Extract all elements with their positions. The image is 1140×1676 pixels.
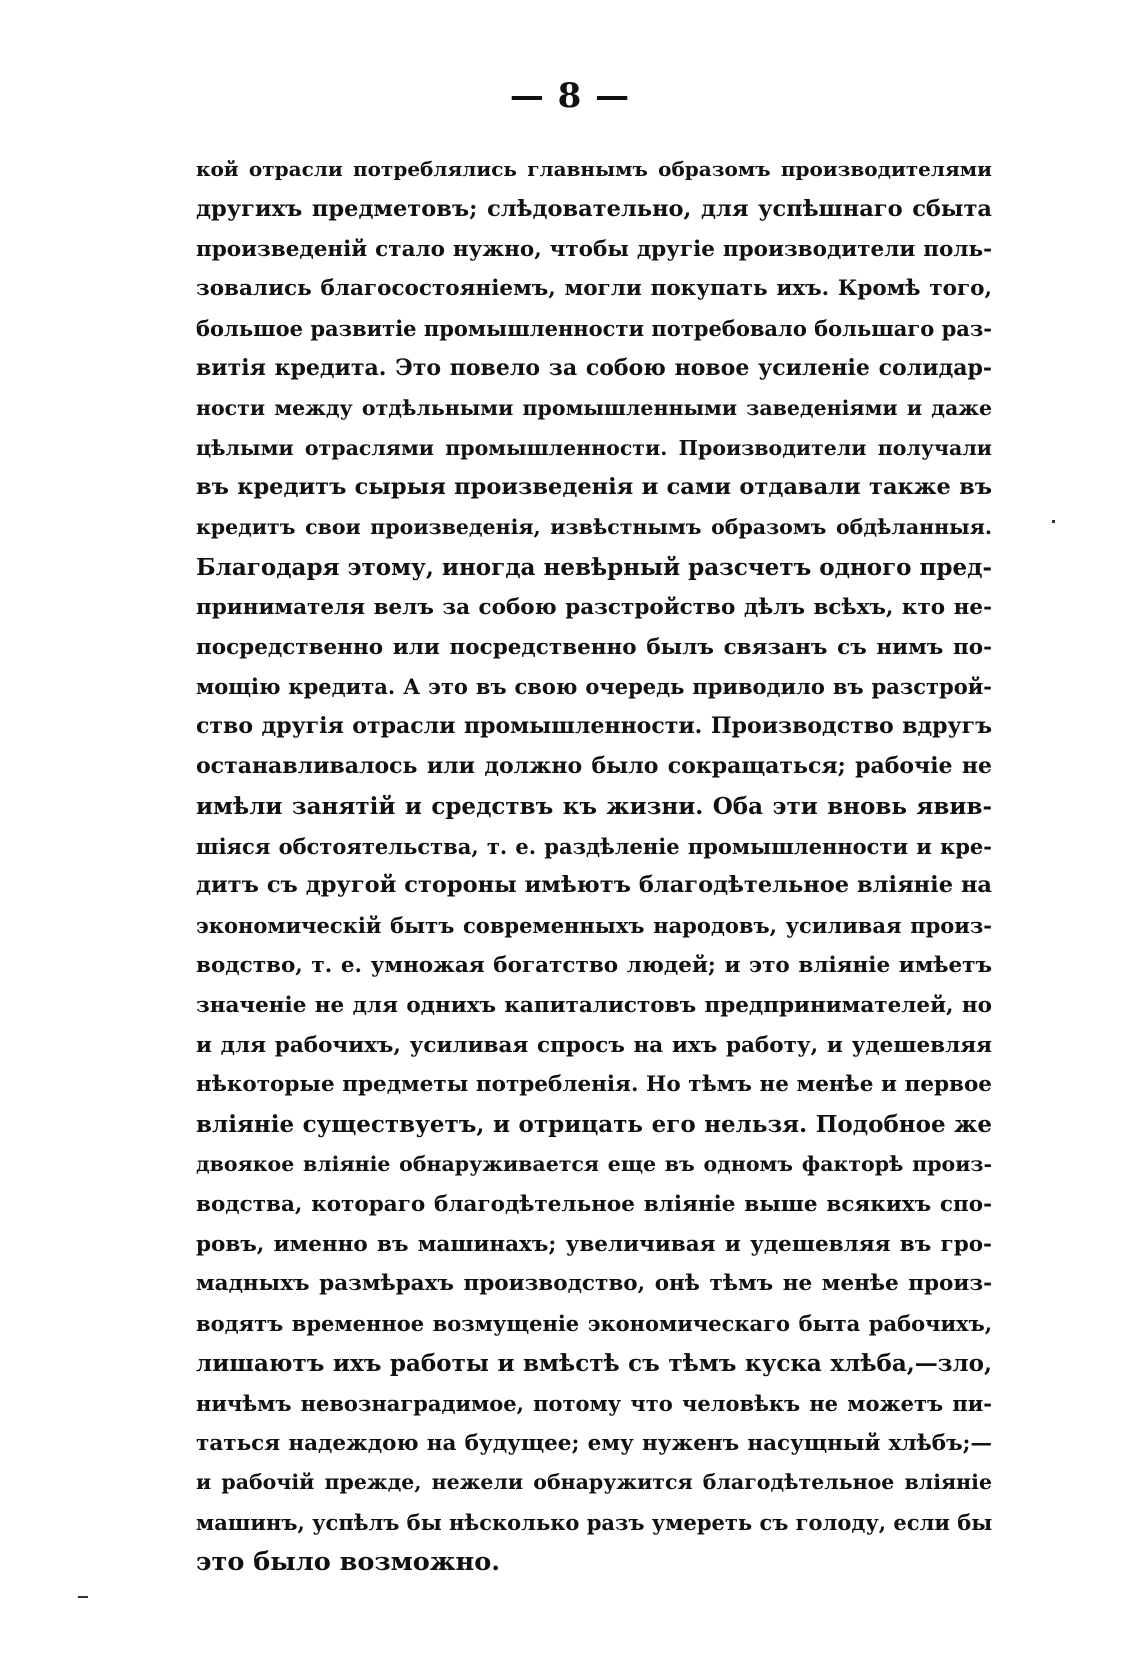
- text-line: двоякое вліяніе обнаруживается еще въ одномъ факторѣ произ-: [196, 1151, 992, 1176]
- text-line: принимателя велъ за собою разстройство дѣлъ всѣхъ, кто не-: [196, 594, 992, 620]
- text-line: посредственно или посредственно былъ связанъ съ нимъ по-: [196, 634, 992, 660]
- text-line: машинъ, успѣлъ бы нѣсколько разъ умереть съ голоду, если бы: [196, 1510, 992, 1536]
- text-line: таться надеждою на будущее; ему нуженъ насущный хлѣбъ;—: [196, 1430, 992, 1456]
- text-line: мощію кредита. А это въ свою очередь приводило въ разстрой-: [196, 674, 992, 700]
- text-line: имѣли занятій и средствъ къ жизни. Оба эти вновь явив-: [196, 792, 992, 820]
- text-line: большое развитіе промышленности потребовало большаго раз-: [196, 316, 992, 342]
- text-line: Благодаря этому, иногда невѣрный разсчетъ одного пред-: [196, 553, 992, 581]
- scan-speck: [78, 1596, 88, 1598]
- text-line: лишаютъ ихъ работы и вмѣстѣ съ тѣмъ куска хлѣба,—зло,: [196, 1349, 992, 1377]
- scan-speck: [1052, 520, 1055, 523]
- text-line: зовались благосостояніемъ, могли покупать ихъ. Кромѣ того,: [196, 276, 992, 302]
- text-line: и рабочій прежде, нежели обнаружится благодѣтельное вліяніе: [196, 1470, 992, 1495]
- text-line: цѣлыми отраслями промышленности. Производители получали: [196, 435, 992, 460]
- text-line: другихъ предметовъ; слѣдовательно, для успѣшнаго сбыта: [196, 195, 992, 222]
- text-line: ности между отдѣльными промышленными заведеніями и даже: [196, 395, 992, 420]
- text-line: значеніе не для однихъ капиталистовъ предпринимателей, но: [196, 992, 992, 1018]
- page-number: — 8 —: [509, 76, 631, 116]
- text-line: вліяніе существуетъ, и отрицать его нельзя. Подобное же: [196, 1111, 992, 1139]
- text-line: водства, котораго благодѣтельное вліяніе выше всякихъ спо-: [196, 1191, 992, 1217]
- text-line: мадныхъ размѣрахъ производство, онѣ тѣмъ не менѣе произ-: [196, 1271, 992, 1297]
- text-line: ничѣмъ невознаградимое, потому что человѣкъ не можетъ пи-: [196, 1390, 992, 1416]
- text-line: дитъ съ другой стороны имѣютъ благодѣтельное вліяніе на: [196, 872, 992, 899]
- text-line: произведеній стало нужно, чтобы другіе производители поль-: [196, 236, 992, 262]
- text-line: и для рабочихъ, усиливая спросъ на ихъ работу, и удешевляя: [196, 1032, 992, 1058]
- text-line: витія кредита. Это повело за собою новое усиленіе солидар-: [196, 354, 992, 381]
- text-line: останавливалось или должно было сокращаться; рабочіе не: [196, 752, 992, 779]
- text-line: ровъ, именно въ машинахъ; увеличивая и удешевляя въ гро-: [196, 1231, 992, 1257]
- text-line: водятъ временное возмущеніе экономическаго быта рабочихъ,: [196, 1311, 992, 1337]
- body-text: [196, 150, 992, 1583]
- text-line: кредитъ свои произведенія, извѣстнымъ образомъ обдѣланныя.: [196, 515, 992, 540]
- text-line: шіяся обстоятельства, т. е. раздѣленіе промышленности и кре-: [196, 833, 992, 859]
- text-line: нѣкоторые предметы потребленія. Но тѣмъ не менѣе и первое: [196, 1072, 992, 1098]
- text-line: экономическій бытъ современныхъ народовъ, усиливая произ-: [196, 913, 992, 939]
- text-line: кой отрасли потреблялись главнымъ образомъ производителями: [196, 157, 992, 181]
- text-line: въ кредитъ сырыя произведенія и сами отдавали также въ: [196, 474, 992, 501]
- text-line: водство, т. е. умножая богатство людей; и это вліяніе имѣетъ: [196, 952, 992, 978]
- text-line: ство другія отрасли промышленности. Производство вдругъ: [196, 713, 992, 740]
- text-line: это было возможно.: [196, 1546, 501, 1577]
